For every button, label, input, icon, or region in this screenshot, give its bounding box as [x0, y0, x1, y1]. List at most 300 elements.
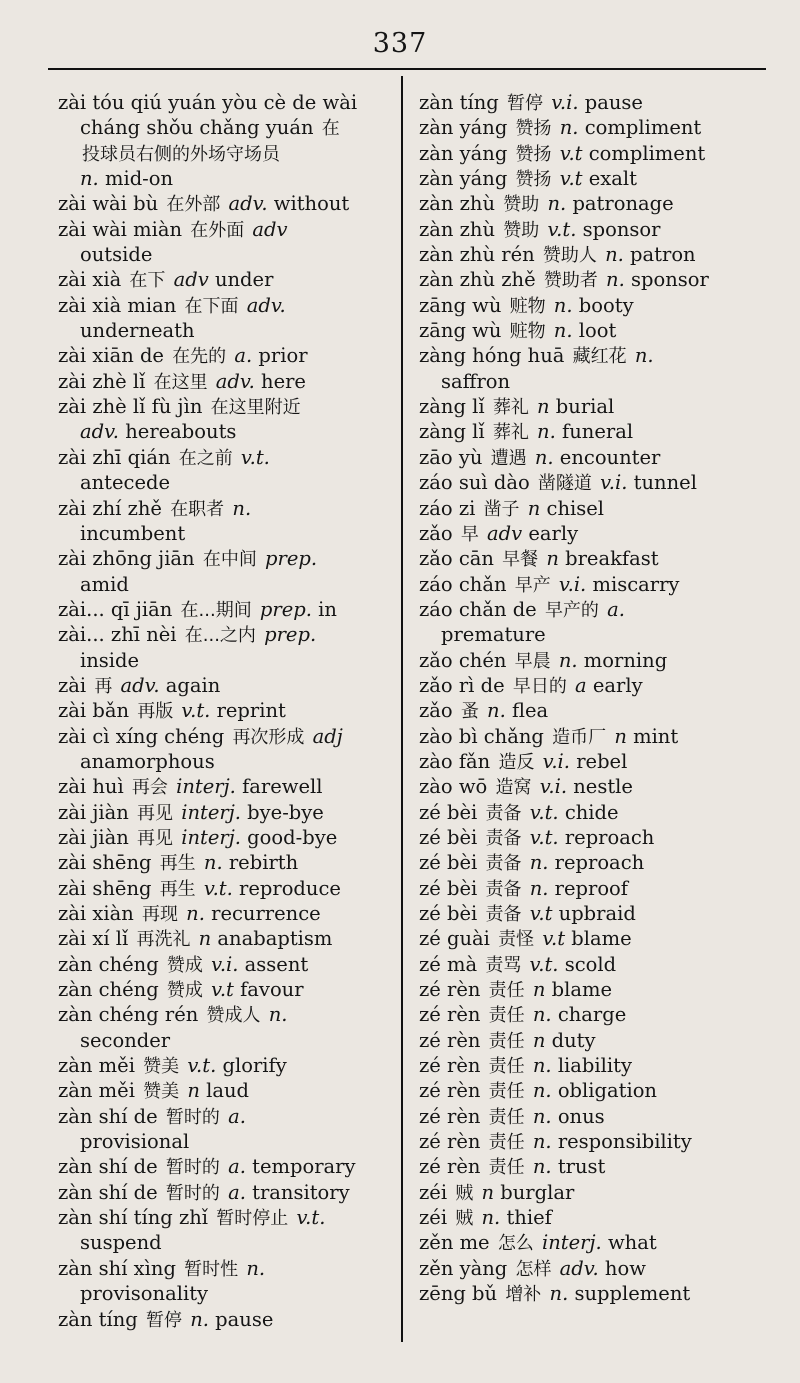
headword-pinyin: zài jiàn: [58, 825, 129, 849]
headword-chinese: 造反: [498, 751, 535, 773]
headword-chinese: 暂时的: [165, 1106, 220, 1128]
definition: how: [604, 1256, 646, 1280]
headword-chinese: 赞美: [143, 1081, 180, 1103]
definition: rebel: [576, 749, 628, 773]
definition: what: [607, 1231, 657, 1255]
headword-chinese: 早餐: [502, 549, 539, 571]
definition: outside: [80, 243, 153, 267]
entry-line: [419, 977, 764, 1002]
part-of-speech: n.: [80, 167, 99, 191]
definition: sponsor: [582, 217, 661, 241]
headword-chinese: 早产的: [544, 599, 599, 621]
entry-line: [419, 1129, 764, 1154]
headword-pinyin: zài tóu qiú yuán yòu cè de wài: [58, 91, 358, 114]
definition: recurrence: [211, 902, 321, 925]
part-of-speech: v.t.: [187, 1054, 217, 1078]
part-of-speech: a.: [228, 1180, 246, 1204]
definition: amid: [80, 572, 129, 596]
headword-chinese: 在这里附近: [210, 397, 301, 419]
part-of-speech: n.: [481, 1206, 501, 1230]
entry-line: [419, 217, 764, 242]
definition: assent: [244, 952, 309, 976]
part-of-speech: adv.: [215, 369, 255, 393]
part-of-speech: n.: [605, 243, 624, 267]
definition: obligation: [557, 1079, 657, 1103]
part-of-speech: v.t: [559, 167, 583, 191]
entry-line: [419, 1256, 764, 1281]
headword-pinyin: zàn shí de: [58, 1155, 158, 1179]
headword-pinyin: zàn zhù: [419, 192, 496, 216]
definition: temporary: [252, 1155, 356, 1179]
part-of-speech: n.: [487, 699, 506, 723]
definition: patron: [630, 243, 696, 267]
entry-line: [58, 318, 394, 343]
headword-chinese: 在先的: [172, 346, 227, 368]
headword-chinese: 暂停: [145, 1309, 182, 1331]
part-of-speech: v.t.: [547, 217, 577, 241]
headword-chinese: 责备: [485, 827, 522, 849]
entry-line: [419, 774, 764, 799]
definition: duty: [551, 1028, 596, 1052]
definition: glorify: [222, 1054, 287, 1078]
part-of-speech: n: [481, 1180, 495, 1204]
part-of-speech: n.: [186, 902, 205, 925]
headword-chinese: 早产: [514, 574, 551, 596]
part-of-speech: interj.: [176, 775, 236, 799]
entry-line: [58, 394, 394, 419]
part-of-speech: v.t.: [240, 445, 270, 469]
part-of-speech: n.: [532, 1054, 552, 1078]
entry-line: [58, 1307, 394, 1332]
entry-line: [419, 1205, 764, 1230]
part-of-speech: v.i.: [542, 749, 570, 773]
definition: chisel: [546, 496, 605, 520]
headword-pinyin: zài shēng: [58, 851, 152, 875]
headword-pinyin: zàn yáng: [419, 167, 508, 191]
headword-pinyin: zài xiān de: [58, 344, 164, 368]
entry-line: [58, 445, 394, 470]
entry-line: [419, 1028, 764, 1053]
headword-pinyin: zé bèi: [419, 800, 478, 824]
headword-pinyin: zài bǎn: [58, 699, 130, 723]
definition: scold: [564, 952, 617, 976]
definition: morning: [583, 648, 668, 672]
headword-chinese: 暂时性: [184, 1258, 239, 1280]
part-of-speech: n: [546, 547, 559, 571]
definition: provisional: [80, 1130, 190, 1154]
headword-chinese: 赃物: [509, 295, 546, 317]
headword-pinyin: zǎo rì de: [419, 673, 505, 697]
part-of-speech: n.: [529, 876, 549, 900]
definition: prior: [258, 344, 308, 368]
part-of-speech: adv.: [228, 192, 268, 216]
entry-line: [419, 1281, 764, 1306]
headword-pinyin: zé rèn: [419, 1003, 481, 1027]
entry-line: [419, 1002, 764, 1027]
headword-pinyin: zé bèi: [419, 902, 478, 925]
headword-pinyin: zàn zhù: [419, 217, 496, 241]
headword-chinese: 暂时的: [165, 1182, 220, 1204]
headword-chinese: 再洗礼: [136, 929, 191, 951]
entry-line: [58, 343, 394, 368]
headword-chinese: 赞扬: [515, 143, 552, 165]
entry-line: [58, 597, 394, 622]
headword-pinyin: zàn shí tíng zhǐ: [58, 1206, 209, 1230]
headword-pinyin: zěn me: [419, 1231, 490, 1255]
headword-chinese: 在: [321, 118, 340, 140]
headword-pinyin: zé rèn: [419, 1079, 481, 1103]
definition: blame: [571, 927, 632, 951]
entry-line: [419, 141, 764, 166]
headword-pinyin: zài cì xíng chéng: [58, 724, 225, 748]
definition: antecede: [80, 471, 171, 495]
entry-line: [58, 496, 394, 521]
headword-chinese: 在职者: [170, 498, 225, 520]
definition: funeral: [562, 420, 634, 444]
entry-line: [419, 90, 764, 115]
definition: supplement: [574, 1282, 691, 1306]
entry-line: [419, 1053, 764, 1078]
definition: laud: [206, 1079, 250, 1103]
definition: responsibility: [557, 1130, 692, 1154]
entry-line: [419, 369, 764, 394]
headword-chinese: 赞美: [143, 1056, 180, 1078]
definition: pause: [584, 91, 643, 114]
headword-pinyin: zāng wù: [419, 293, 502, 317]
entry-line: [419, 470, 764, 495]
part-of-speech: v.i.: [539, 775, 568, 799]
headword-pinyin: zào fǎn: [419, 749, 491, 773]
entry-line: [419, 749, 764, 774]
part-of-speech: adv: [173, 268, 209, 292]
entry-line: [58, 191, 394, 216]
entry-line: [58, 572, 394, 597]
definition: patronage: [572, 192, 674, 216]
headword-chinese: 再: [94, 675, 113, 697]
part-of-speech: v.i.: [558, 572, 587, 596]
headword-chinese: 责任: [488, 1157, 525, 1179]
headword-pinyin: záo chǎn de: [419, 597, 537, 621]
headword-pinyin: zàn měi: [58, 1054, 135, 1078]
part-of-speech: n: [532, 978, 546, 1002]
headword-chinese: 造窝: [495, 777, 532, 799]
definition: underneath: [80, 319, 195, 343]
part-of-speech: adv.: [559, 1256, 599, 1280]
entry-line: [419, 419, 764, 444]
headword-chinese: 投球员右侧的外场守场员: [82, 143, 280, 165]
headword-chinese: 赞助人: [542, 245, 597, 267]
headword-pinyin: zēng bǔ: [419, 1282, 498, 1306]
part-of-speech: prep.: [265, 547, 318, 571]
headword-chinese: 再现: [141, 904, 178, 925]
headword-pinyin: zào bì chǎng: [419, 724, 544, 748]
entry-line: [58, 546, 394, 571]
headword-pinyin: zǎo: [419, 521, 453, 545]
headword-chinese: 在之前: [178, 447, 233, 469]
headword-pinyin: zài zhè lǐ fù jìn: [58, 395, 203, 419]
headword-pinyin: zàn shí de: [58, 1180, 158, 1204]
definition: miscarry: [592, 572, 680, 596]
column-divider: [401, 76, 403, 1342]
part-of-speech: a.: [607, 597, 625, 621]
entry-line: [58, 521, 394, 546]
definition: good-bye: [247, 825, 338, 849]
headword-pinyin: zé bèi: [419, 876, 478, 900]
entry-line: [419, 445, 764, 470]
definition: upbraid: [558, 902, 636, 925]
definition: premature: [441, 623, 546, 647]
part-of-speech: a.: [228, 1155, 246, 1179]
entry-line: [58, 217, 394, 242]
definition: chide: [564, 800, 619, 824]
headword-chinese: 责任: [488, 1005, 525, 1027]
entry-line: [58, 1078, 394, 1103]
entry-line: [58, 774, 394, 799]
part-of-speech: v.t: [211, 978, 234, 1002]
entry-line: [58, 673, 394, 698]
headword-chinese: 葬礼: [492, 397, 529, 419]
part-of-speech: n: [527, 496, 541, 520]
definition: incumbent: [80, 521, 186, 545]
definition: inside: [80, 648, 140, 672]
headword-chinese: 赞成: [166, 954, 203, 976]
headword-chinese: 怎样: [515, 1258, 552, 1280]
headword-chinese: 再版: [137, 701, 174, 723]
definition: trust: [557, 1155, 606, 1179]
entry-line: [419, 876, 764, 901]
headword-pinyin: záo chǎn: [419, 572, 507, 596]
part-of-speech: n.: [203, 851, 223, 875]
definition: sponsor: [631, 268, 709, 292]
part-of-speech: adv.: [80, 420, 120, 444]
entry-line: [58, 1180, 394, 1205]
headword-chinese: 责备: [485, 853, 522, 875]
headword-pinyin: záo zi: [419, 496, 476, 520]
entry-line: [58, 1053, 394, 1078]
part-of-speech: n.: [529, 851, 549, 875]
entry-line: [58, 622, 394, 647]
part-of-speech: n.: [606, 268, 625, 292]
entry-line: [58, 901, 394, 926]
entry-line: [58, 926, 394, 951]
part-of-speech: n.: [534, 445, 554, 469]
entry-line: [419, 318, 764, 343]
part-of-speech: v.t: [542, 927, 566, 951]
headword-chinese: 在...期间: [180, 599, 252, 621]
part-of-speech: n.: [532, 1003, 552, 1027]
headword-chinese: 葬礼: [492, 422, 529, 444]
entry-line: [58, 1002, 394, 1027]
headword-chinese: 赞成: [166, 980, 203, 1002]
part-of-speech: n: [532, 1028, 546, 1052]
headword-pinyin: zài shēng: [58, 876, 152, 900]
headword-chinese: 再见: [137, 802, 174, 824]
entry-line: [419, 1154, 764, 1179]
part-of-speech: v.i.: [551, 91, 579, 114]
part-of-speech: adv.: [120, 673, 160, 697]
definition: mid-on: [104, 167, 174, 191]
part-of-speech: n.: [634, 344, 654, 368]
definition: tunnel: [633, 471, 697, 495]
definition: under: [214, 268, 274, 292]
headword-pinyin: zàn tíng: [58, 1307, 138, 1331]
headword-chinese: 在这里: [153, 371, 208, 393]
part-of-speech: v.i.: [211, 952, 239, 976]
headword-chinese: 责任: [488, 980, 525, 1002]
definition: burial: [555, 395, 615, 419]
headword-pinyin: zàn chéng rén: [58, 1003, 199, 1027]
entry-line: [58, 141, 394, 166]
definition: flea: [512, 699, 549, 723]
headword-pinyin: zàng lǐ: [419, 395, 485, 419]
headword-chinese: 凿子: [483, 498, 520, 520]
headword-chinese: 责备: [485, 802, 522, 824]
headword-pinyin: zé bèi: [419, 851, 478, 875]
headword-chinese: 暂停: [506, 93, 543, 114]
headword-chinese: 赞扬: [515, 118, 552, 140]
definition: booty: [578, 293, 634, 317]
definition: bye-bye: [247, 800, 324, 824]
headword-pinyin: zài zhè lǐ: [58, 369, 146, 393]
part-of-speech: v.t: [559, 141, 583, 165]
entry-line: [58, 749, 394, 774]
headword-pinyin: zàn shí de: [58, 1104, 158, 1128]
definition: here: [261, 369, 306, 393]
headword-chinese: 再见: [137, 827, 174, 849]
part-of-speech: a.: [228, 1104, 246, 1128]
headword-pinyin: cháng shǒu chǎng yuán: [80, 116, 314, 140]
entry-line: [419, 242, 764, 267]
entry-line: [419, 572, 764, 597]
headword-pinyin: zé rèn: [419, 1104, 481, 1128]
headword-pinyin: zàn zhù zhě: [419, 268, 536, 292]
headword-chinese: 责任: [488, 1030, 525, 1052]
definition: onus: [557, 1104, 605, 1128]
definition: reproduce: [239, 876, 341, 900]
part-of-speech: prep.: [264, 623, 317, 647]
definition: loot: [578, 319, 617, 343]
entry-line: [419, 800, 764, 825]
part-of-speech: n.: [232, 496, 252, 520]
entry-line: [419, 1230, 764, 1255]
headword-pinyin: zǎo chén: [419, 648, 507, 672]
headword-chinese: 怎么: [497, 1233, 534, 1255]
headword-chinese: 暂时停止: [216, 1208, 289, 1230]
entry-line: [419, 166, 764, 191]
headword-chinese: 暂时的: [165, 1157, 220, 1179]
definition: reprint: [216, 699, 286, 723]
part-of-speech: adv: [252, 217, 288, 241]
definition: thief: [506, 1206, 552, 1230]
entry-line: [419, 673, 764, 698]
entry-line: [58, 876, 394, 901]
headword-pinyin: zài zhōng jiān: [58, 547, 195, 571]
headword-chinese: 责任: [488, 1081, 525, 1103]
entry-line: [58, 470, 394, 495]
definition: early: [592, 673, 643, 697]
part-of-speech: n.: [553, 293, 573, 317]
part-of-speech: adj: [312, 724, 343, 748]
headword-pinyin: zài xí lǐ: [58, 927, 129, 951]
part-of-speech: n.: [559, 116, 579, 140]
entry-line: [419, 597, 764, 622]
definition: reproach: [554, 851, 645, 875]
headword-pinyin: zé rèn: [419, 1155, 481, 1179]
definition: mint: [633, 724, 679, 748]
headword-pinyin: záo suì dào: [419, 471, 530, 495]
headword-chinese: 再生: [159, 878, 196, 900]
part-of-speech: v.i.: [600, 471, 628, 495]
entry-line: [419, 394, 764, 419]
headword-chinese: 在中间: [202, 549, 257, 571]
headword-chinese: 责任: [488, 1132, 525, 1154]
headword-chinese: 责备: [485, 878, 522, 900]
part-of-speech: adv.: [246, 293, 286, 317]
part-of-speech: n.: [532, 1079, 552, 1103]
definition: exalt: [588, 167, 637, 191]
headword-chinese: 在外面: [190, 219, 245, 241]
headword-chinese: 贼: [455, 1208, 474, 1230]
headword-chinese: 在...之内: [184, 625, 256, 647]
part-of-speech: interj.: [181, 825, 241, 849]
entry-line: [58, 1205, 394, 1230]
part-of-speech: n.: [558, 648, 578, 672]
definition: favour: [240, 978, 304, 1002]
headword-pinyin: zàn chéng: [58, 978, 159, 1002]
headword-pinyin: zài zhí zhě: [58, 496, 162, 520]
headword-chinese: 责骂: [485, 954, 522, 976]
entry-line: [419, 1180, 764, 1205]
definition: pause: [215, 1307, 274, 1331]
headword-chinese: 蚤: [460, 701, 479, 723]
definition: charge: [557, 1003, 627, 1027]
headword-chinese: 责备: [485, 904, 522, 925]
headword-chinese: 赞助: [503, 194, 540, 216]
definition: early: [528, 521, 579, 545]
entry-line: [419, 343, 764, 368]
part-of-speech: v.t.: [296, 1206, 326, 1230]
headword-pinyin: zǎo cān: [419, 547, 494, 571]
headword-pinyin: zāo yù: [419, 445, 483, 469]
headword-chinese: 凿隧道: [537, 473, 592, 495]
definition: farewell: [242, 775, 323, 799]
headword-pinyin: zàn yáng: [419, 141, 508, 165]
entry-line: [419, 293, 764, 318]
part-of-speech: n.: [532, 1155, 552, 1179]
entry-line: [419, 648, 764, 673]
headword-chinese: 增补: [505, 1284, 542, 1306]
entry-line: [58, 825, 394, 850]
headword-pinyin: zàng lǐ: [419, 420, 485, 444]
entry-line: [58, 293, 394, 318]
header-rule: [48, 68, 766, 70]
headword-pinyin: zào wō: [419, 775, 488, 799]
entry-line: [58, 977, 394, 1002]
headword-pinyin: zàn chéng: [58, 952, 159, 976]
headword-pinyin: zàn yáng: [419, 116, 508, 140]
headword-pinyin: zàn shí xìng: [58, 1256, 176, 1280]
headword-pinyin: zé mà: [419, 952, 478, 976]
part-of-speech: n.: [190, 1307, 209, 1331]
definition: liability: [557, 1054, 632, 1078]
headword-pinyin: zàng hóng huā: [419, 344, 565, 368]
entry-line: [419, 622, 764, 647]
headword-chinese: 遭遇: [490, 447, 527, 469]
headword-chinese: 早晨: [514, 650, 551, 672]
definition: burglar: [500, 1180, 575, 1204]
headword-pinyin: zǎo: [419, 699, 453, 723]
headword-chinese: 早日的: [512, 675, 567, 697]
